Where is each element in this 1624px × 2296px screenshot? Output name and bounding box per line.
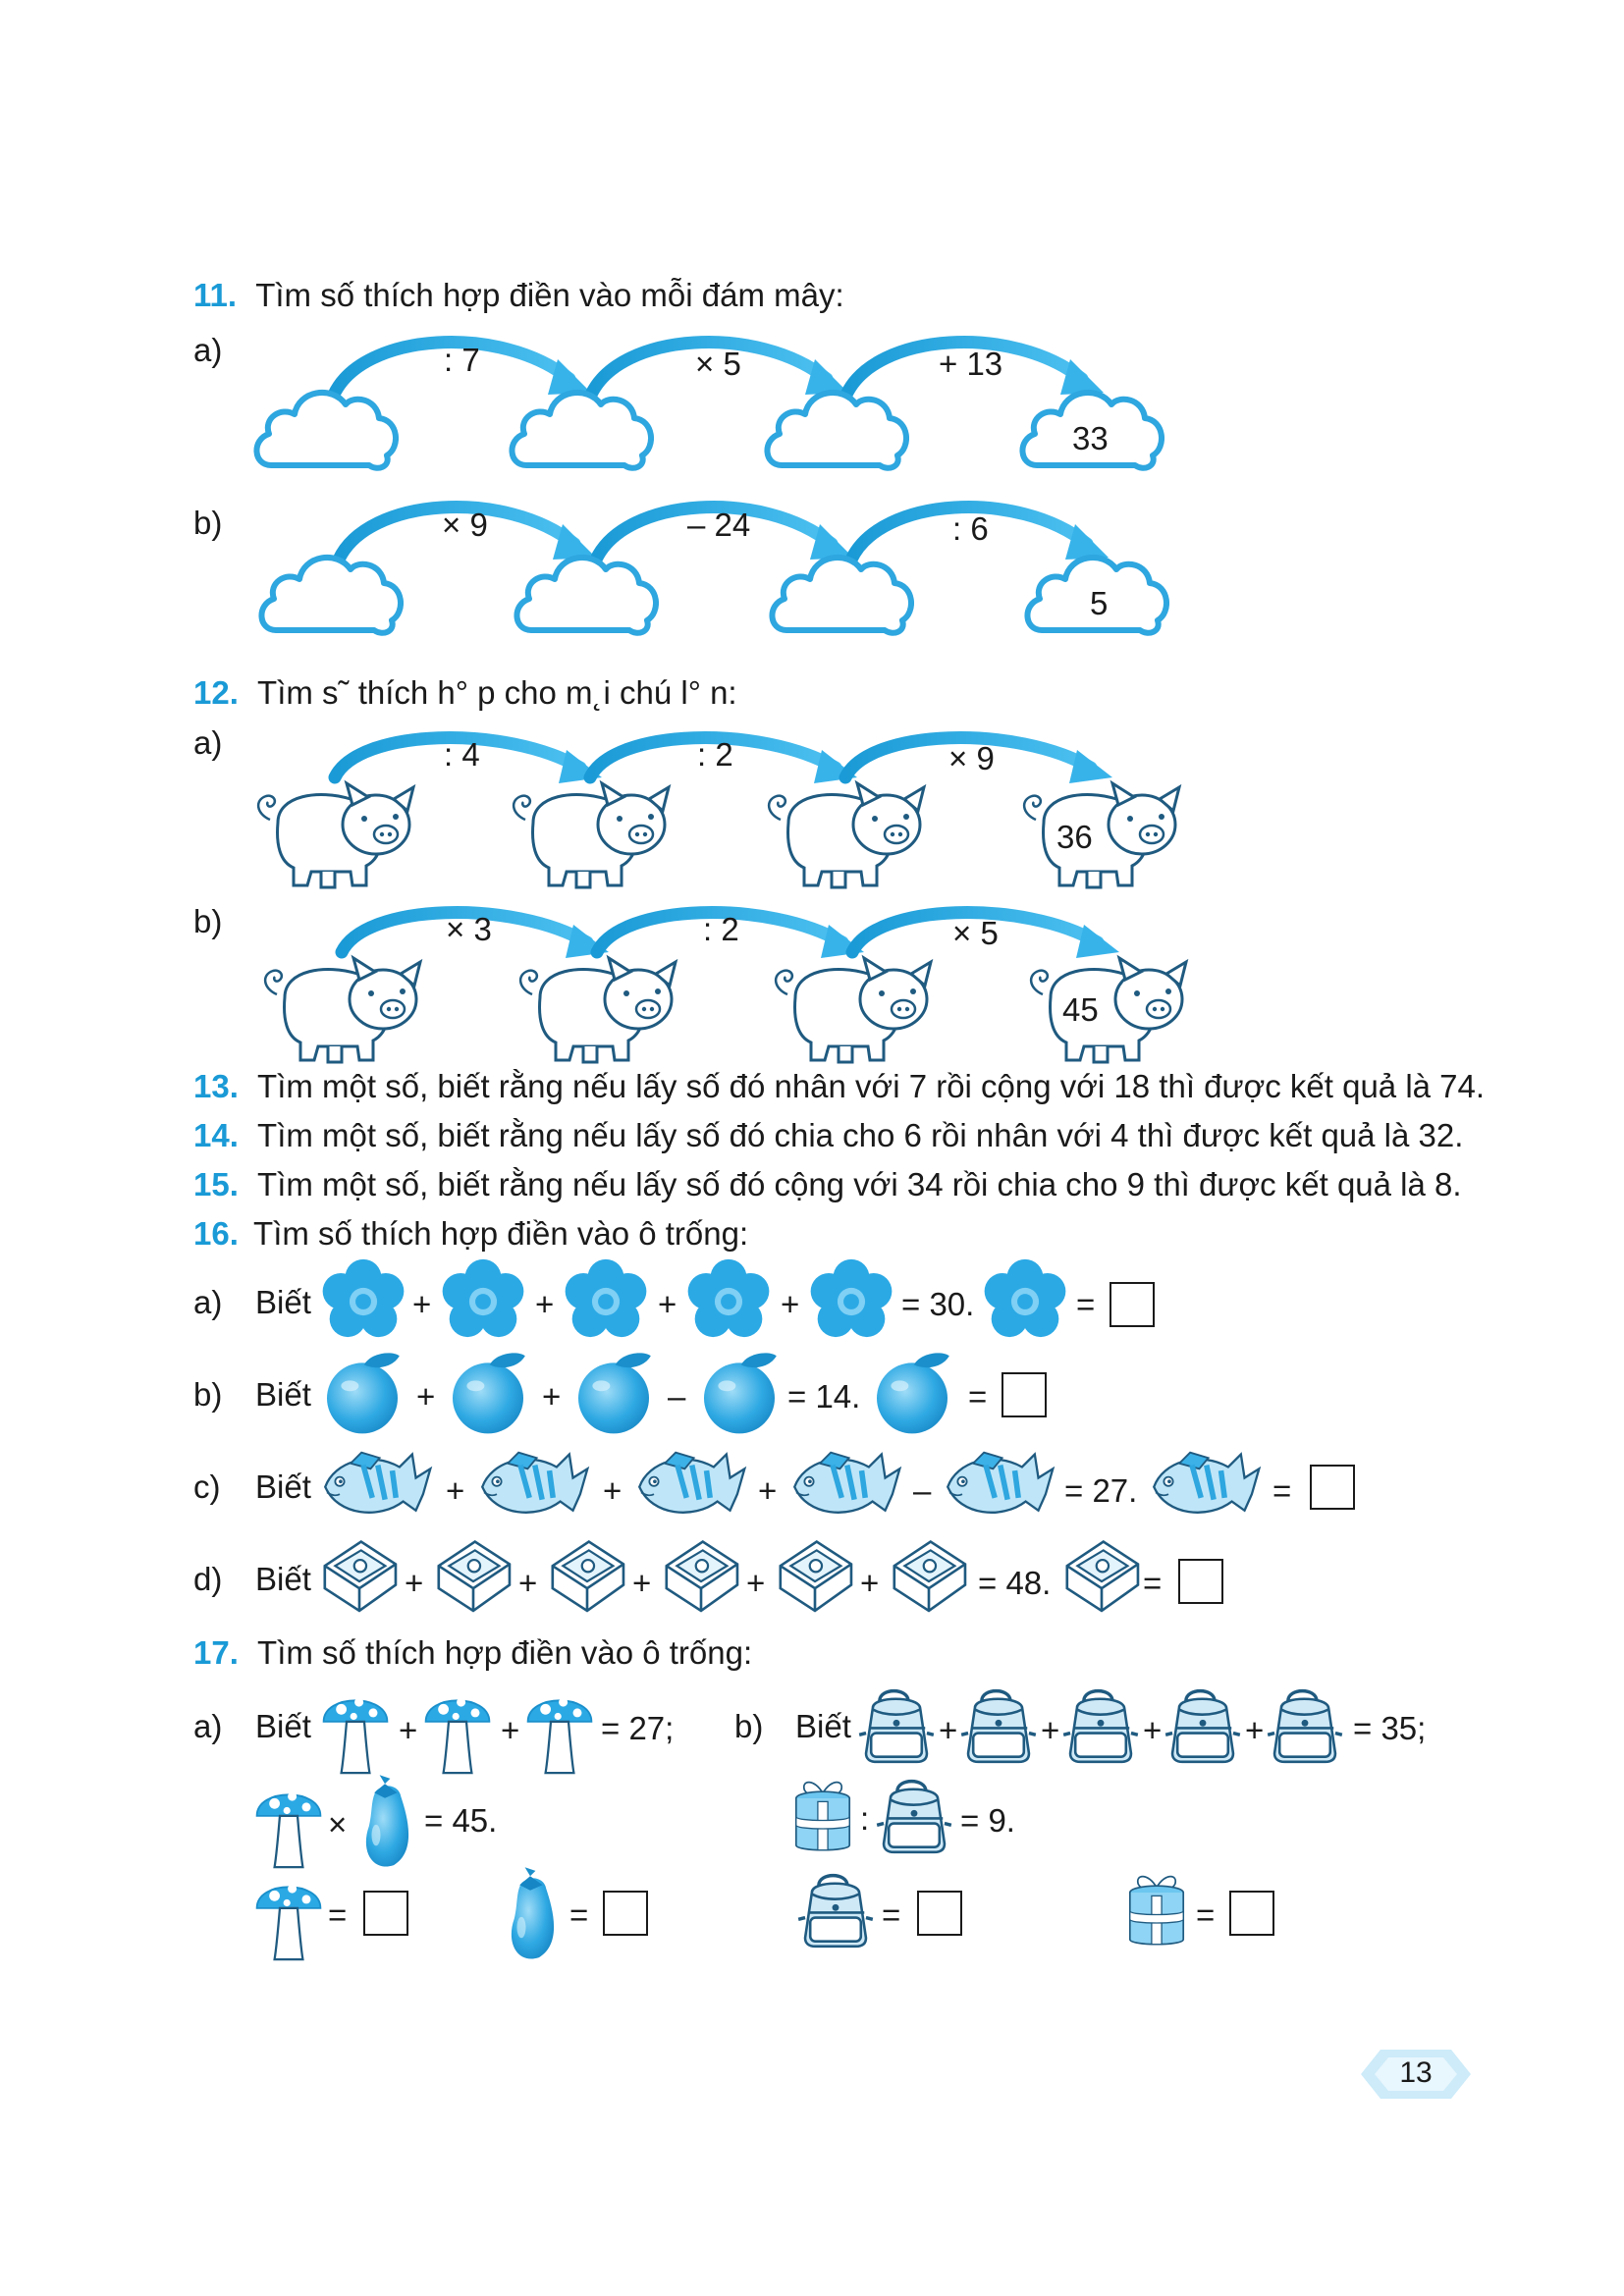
plus-sign: + <box>632 1565 652 1601</box>
flower-icon <box>320 1258 406 1345</box>
q16-b-biet: Biết <box>255 1376 311 1413</box>
q17-b-biet: Biết <box>795 1708 851 1744</box>
q17-a-times: × <box>328 1806 348 1842</box>
mushroom-icon <box>422 1681 493 1779</box>
q13-text: Tìm một số, biết rằng nếu lấy số đó nhân với 7 rồi cộng với 18 thì được kết quả là 74. <box>257 1068 1486 1104</box>
q11-number: 11. <box>193 277 238 313</box>
orange-icon <box>569 1349 658 1437</box>
page-number: 13 <box>1399 2056 1433 2089</box>
sharpener-icon <box>544 1531 630 1618</box>
plus-sign: + <box>603 1472 623 1509</box>
mushroom-icon <box>320 1681 391 1779</box>
q16-b-label: b) <box>193 1376 223 1413</box>
q16-a-answer-box[interactable] <box>1110 1282 1155 1327</box>
q16-d-answer-box[interactable] <box>1178 1559 1223 1604</box>
fish-icon <box>785 1443 903 1525</box>
backpack-icon <box>1263 1682 1347 1767</box>
q11-b-op2: – 24 <box>687 507 751 543</box>
flower-icon <box>808 1258 894 1345</box>
giftbox-answer-box[interactable] <box>1229 1891 1274 1936</box>
fish-icon <box>630 1443 748 1525</box>
plus-sign: + <box>518 1565 538 1601</box>
pig-icon <box>769 783 924 887</box>
q17-a-biet: Biết <box>255 1708 311 1744</box>
plus-sign: + <box>405 1565 424 1601</box>
q15 <box>193 1165 1462 1204</box>
eggplant-answer-box[interactable] <box>603 1891 648 1936</box>
q16-text: Tìm số thích hợp điền vào ô trống: <box>253 1215 749 1252</box>
pig-icon <box>776 958 931 1062</box>
plus-sign: + <box>501 1712 520 1748</box>
q15-text: Tìm một số, biết rằng nếu lấy số đó cộng với 34 rồi chia cho 9 thì được kết quả là 8. <box>257 1166 1462 1202</box>
plus-sign: + <box>746 1565 766 1601</box>
sharpener-icon <box>658 1531 744 1618</box>
sharpener-icon <box>886 1531 972 1618</box>
q16-b-eq: = <box>968 1378 988 1415</box>
q12-b-op1: × 3 <box>446 911 492 947</box>
backpack-icon <box>793 1867 878 1951</box>
pig-icon <box>1031 958 1186 1062</box>
q16-a-eq: = <box>1076 1286 1096 1322</box>
q12-b-op2: : 2 <box>703 911 739 947</box>
cloud-icon <box>256 393 396 468</box>
backpack-icon <box>1058 1682 1143 1767</box>
q16-d-biet: Biết <box>255 1561 311 1597</box>
plus-sign: + <box>658 1286 677 1322</box>
plus-sign: + <box>1041 1712 1060 1748</box>
backpack-icon <box>1161 1682 1245 1767</box>
q17-a-line2: = 45. <box>424 1802 498 1839</box>
q16-heading <box>193 1214 748 1254</box>
q16-b-answer-box[interactable] <box>1001 1372 1047 1417</box>
q11-a-op1: : 7 <box>444 342 480 378</box>
pig-icon <box>520 958 676 1062</box>
q17-a-label: a) <box>193 1708 223 1744</box>
q11-b-op1: × 9 <box>442 507 488 543</box>
sharpener-icon <box>316 1531 403 1618</box>
plus-sign: + <box>758 1472 778 1509</box>
plus-sign: + <box>939 1712 958 1748</box>
q11-heading <box>193 276 844 315</box>
q16-a-label: a) <box>193 1284 223 1320</box>
fish-icon <box>316 1443 434 1525</box>
plus-sign: + <box>399 1712 418 1748</box>
q11-b-label: b) <box>193 505 223 541</box>
backpack-icon <box>872 1773 956 1857</box>
pig-icon <box>514 783 669 887</box>
plus-sign: + <box>416 1378 436 1415</box>
q16-a-result: = 30. <box>901 1286 975 1322</box>
pig-icon <box>265 958 420 1062</box>
cloud-icon <box>772 558 911 633</box>
q12-a-op1: : 4 <box>444 736 480 773</box>
orange-icon <box>444 1349 532 1437</box>
q16-c-eq: = <box>1272 1472 1292 1509</box>
sharpener-icon <box>1058 1531 1145 1618</box>
q12-text: Tìm s˜ thích h° p cho m˛i chú l° n: <box>257 674 737 711</box>
fish-icon <box>1145 1443 1263 1525</box>
q17-b-colon: : <box>860 1800 870 1837</box>
q17-a-line1: = 27; <box>601 1710 675 1746</box>
flower-icon <box>440 1258 526 1345</box>
plus-sign: + <box>781 1286 800 1322</box>
mushroom-icon <box>524 1681 595 1779</box>
q11-b-op3: : 6 <box>952 510 989 547</box>
q11-b-final: 5 <box>1090 585 1109 621</box>
mushroom-answer-box[interactable] <box>363 1891 408 1936</box>
q16-c-result: = 27. <box>1064 1472 1138 1509</box>
q11-a-label: a) <box>193 332 223 368</box>
backpack-answer-box[interactable] <box>917 1891 962 1936</box>
q13-number: 13. <box>193 1068 239 1104</box>
q17-number: 17. <box>193 1634 239 1671</box>
q17-b-eq-giftbox: = <box>1196 1896 1216 1933</box>
mushroom-icon <box>253 1775 324 1873</box>
q17-b-line2: = 9. <box>960 1802 1015 1839</box>
q15-number: 15. <box>193 1166 239 1202</box>
q16-c-label: c) <box>193 1468 221 1505</box>
q12-a-op2: : 2 <box>697 736 733 773</box>
q16-d-eq: = <box>1143 1565 1163 1601</box>
q12-b-op3: × 5 <box>952 915 999 951</box>
sharpener-icon <box>772 1531 858 1618</box>
q11-a-final: 33 <box>1072 420 1109 456</box>
q12-b-final: 45 <box>1062 991 1099 1028</box>
fish-icon <box>939 1443 1056 1525</box>
q17-b-label: b) <box>734 1708 764 1744</box>
sharpener-icon <box>430 1531 516 1618</box>
q13 <box>193 1067 1485 1106</box>
flower-icon <box>982 1258 1068 1345</box>
q17-a-eq-eggplant: = <box>569 1896 589 1933</box>
eggplant-icon <box>350 1773 420 1871</box>
q17-text: Tìm số thích hợp điền vào ô trống: <box>257 1634 753 1671</box>
cloud-icon <box>516 558 656 633</box>
q14-text: Tìm một số, biết rằng nếu lấy số đó chia cho 6 rồi nhân với 4 thì được kết quả là 32. <box>257 1117 1464 1153</box>
plus-sign: + <box>535 1286 555 1322</box>
plus-sign: + <box>412 1286 432 1322</box>
q11-text: Tìm số thích hợp điền vào mỗi đám mây: <box>255 277 844 313</box>
eggplant-icon <box>495 1865 566 1963</box>
gift-box-icon <box>789 1773 856 1857</box>
q12-a-label: a) <box>193 724 223 761</box>
plus-sign: + <box>1143 1712 1163 1748</box>
q14-number: 14. <box>193 1117 239 1153</box>
backpack-icon <box>956 1682 1041 1767</box>
pig-icon <box>1024 783 1179 887</box>
plus-sign: + <box>542 1378 562 1415</box>
q14 <box>193 1116 1463 1155</box>
minus-sign: – <box>668 1378 686 1415</box>
q16-c-answer-box[interactable] <box>1310 1465 1355 1510</box>
q16-d-label: d) <box>193 1561 223 1597</box>
flower-icon <box>685 1258 772 1345</box>
q17-b-eq-backpack: = <box>882 1896 901 1933</box>
minus-sign: – <box>913 1472 932 1509</box>
mushroom-icon <box>253 1867 324 1965</box>
plus-sign: + <box>446 1472 465 1509</box>
plus-sign: + <box>860 1565 880 1601</box>
cloud-icon <box>261 558 401 633</box>
q12-number: 12. <box>193 674 239 711</box>
q17-heading <box>193 1633 752 1673</box>
q11-a-op2: × 5 <box>695 346 741 382</box>
orange-icon <box>318 1349 406 1437</box>
q16-number: 16. <box>193 1215 239 1252</box>
q16-a-biet: Biết <box>255 1284 311 1320</box>
q17-a-eq-mushroom: = <box>328 1896 348 1933</box>
cloud-icon <box>512 393 651 468</box>
q12-a-final: 36 <box>1056 819 1093 855</box>
q16-c-biet: Biết <box>255 1468 311 1505</box>
q16-d-result: = 48. <box>978 1565 1052 1601</box>
fish-icon <box>473 1443 591 1525</box>
orange-icon <box>695 1349 784 1437</box>
q12-b-label: b) <box>193 903 223 939</box>
q11-a-op3: + 13 <box>939 346 1003 382</box>
orange-icon <box>868 1349 956 1437</box>
flower-icon <box>563 1258 649 1345</box>
q16-b-result: = 14. <box>787 1378 861 1415</box>
gift-box-icon <box>1123 1867 1190 1951</box>
q12-heading <box>193 673 737 713</box>
pig-icon <box>258 783 413 887</box>
backpack-icon <box>854 1682 939 1767</box>
plus-sign: + <box>1245 1712 1265 1748</box>
q17-b-line1: = 35; <box>1353 1710 1427 1746</box>
cloud-icon <box>767 393 906 468</box>
q12-a-op3: × 9 <box>948 740 995 776</box>
